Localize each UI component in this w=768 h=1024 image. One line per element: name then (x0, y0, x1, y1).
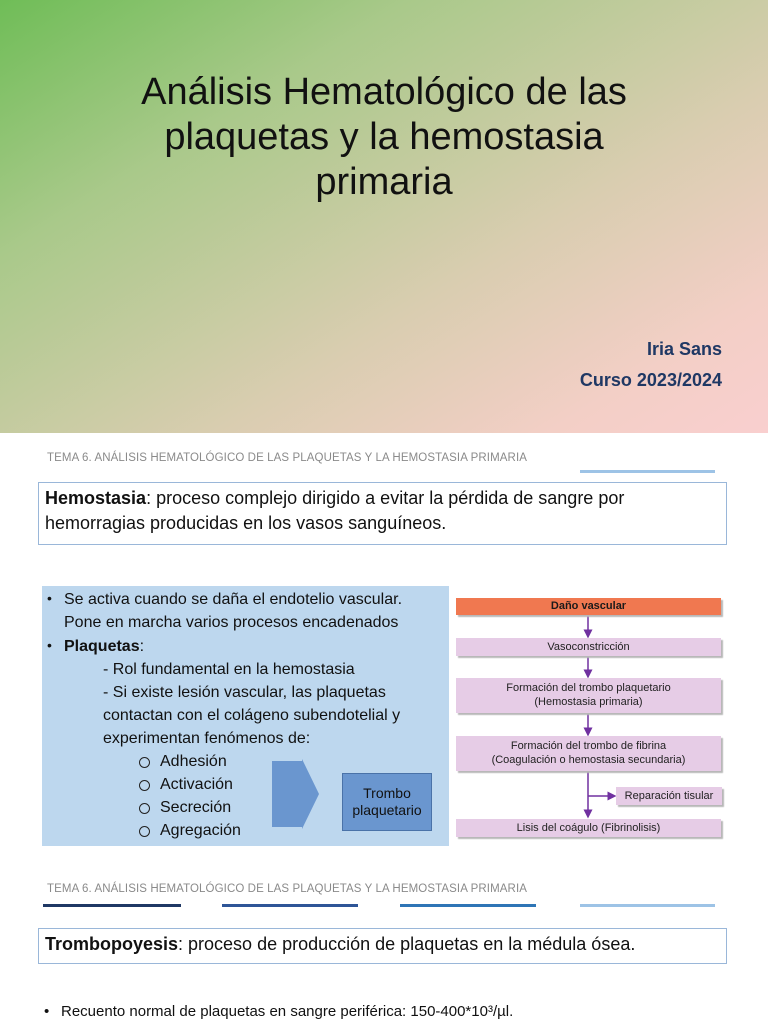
bullet-2 (64, 637, 144, 657)
definition-box (38, 482, 727, 545)
sub-bullet-2-line-3: experimentan fenómenos de: (103, 730, 311, 747)
header-rule (43, 904, 181, 907)
course-year: Curso 2023/2024 (579, 370, 722, 390)
flow-step-3-line-2: (Coagulación o hemostasia secundaria) (491, 754, 686, 766)
bullet-dot: • (47, 590, 52, 606)
circle-bullet-icon (139, 757, 150, 768)
definition-box (38, 928, 727, 964)
bullet-2-colon: : (139, 638, 145, 655)
trombo-plaquetario-box (342, 773, 432, 831)
slide-header: TEMA 6. ANÁLISIS HEMATOLÓGICO DE LAS PLAQUETAS Y LA HEMOSTASIA PRIMARIA (47, 883, 528, 895)
phase-agregacion: Agregación (160, 822, 241, 839)
phase-activacion: Activación (160, 776, 233, 793)
circle-bullet-icon (139, 780, 150, 791)
flow-step-2-line-1: Formación del trombo plaquetario (506, 682, 671, 694)
definition-text-2: hemorragias producidas en los vasos sanguíneos. (45, 513, 447, 533)
sub-bullet-2-line-1: - Si existe lesión vascular, las plaquetas (103, 684, 386, 701)
header-rule (580, 470, 715, 473)
trombo-line-1: Trombo (363, 785, 411, 801)
title-line-1: Análisis Hematológico de las (141, 71, 627, 113)
sub-bullet-1: - Rol fundamental en la hemostasia (103, 661, 355, 678)
header-rule (580, 904, 715, 907)
flow-step-trombo-fibrina (456, 736, 721, 771)
definition-term: Hemostasia (45, 488, 147, 508)
phase-adhesion: Adhesión (160, 753, 227, 770)
title-line-3: primaria (315, 161, 453, 203)
flow-step-trombo-plaquetario (456, 678, 721, 713)
bullet-2-term: Plaquetas (64, 638, 140, 655)
bullet-panel (42, 586, 449, 846)
bullet-1-line-1: Se activa cuando se daña el endotelio vascular. (64, 591, 403, 608)
slide-header: TEMA 6. ANÁLISIS HEMATOLÓGICO DE LAS PLAQUETAS Y LA HEMOSTASIA PRIMARIA (47, 452, 528, 464)
circle-bullet-icon (139, 826, 150, 837)
flow-step-dano-vascular: Daño vascular (456, 598, 721, 615)
bullet-dot: • (47, 637, 52, 653)
bullet-dot: • (44, 1003, 50, 1020)
author-name: Iria Sans (646, 339, 722, 359)
hemostasia-slide (0, 433, 768, 863)
author-block (580, 334, 722, 396)
flow-step-2-line-2: (Hemostasia primaria) (534, 696, 643, 708)
header-rule (400, 904, 536, 907)
title-line-2: plaquetas y la hemostasia (164, 116, 604, 158)
header-rule (222, 904, 358, 907)
trombopoyesis-slide (0, 863, 768, 1024)
bullet-1-line-2: Pone en marcha varios procesos encadenados (64, 614, 399, 631)
title-slide (0, 0, 768, 433)
phase-secrecion: Secreción (160, 799, 232, 816)
flow-step-vasoconstriccion: Vasoconstricción (456, 638, 721, 656)
definition-text: : proceso de producción de plaquetas en la médula ósea. (178, 934, 636, 954)
sub-bullet-2-line-2: contactan con el colágeno subendotelial y (103, 707, 401, 724)
flow-step-fibrinolisis: Lisis del coágulo (Fibrinolisis) (456, 819, 721, 837)
circle-bullet-icon (139, 803, 150, 814)
platelet-count-bullet: Recuento normal de plaquetas en sangre periférica: 150-400*10³/µl. (61, 1003, 514, 1020)
right-arrow-icon (272, 759, 320, 829)
definition-term: Trombopoyesis (45, 934, 179, 954)
flow-arrows (452, 592, 730, 848)
presentation-title (40, 70, 728, 205)
hemostasis-flowchart (452, 592, 730, 848)
flow-step-reparacion-tisular: Reparación tisular (616, 787, 722, 805)
flow-step-3-line-1: Formación del trombo de fibrina (510, 740, 667, 752)
trombo-line-2: plaquetario (352, 802, 422, 818)
definition-text-1: : proceso complejo dirigido a evitar la pérdida de sangre por (146, 488, 625, 508)
